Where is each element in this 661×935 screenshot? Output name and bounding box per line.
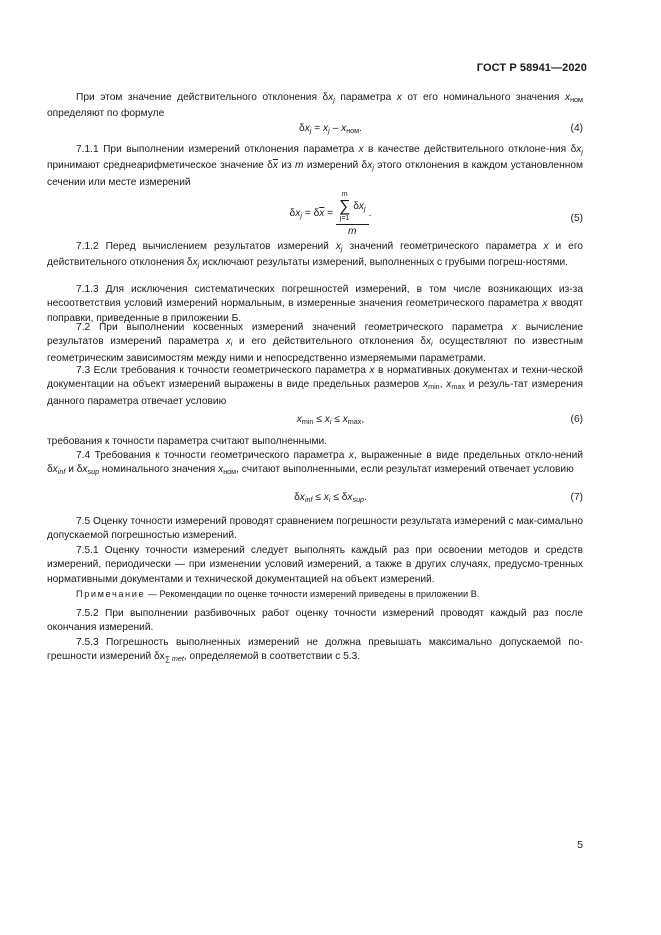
paragraph-7-5-1: 7.5.1 Оценку точности измерений следует выполнять каждый раз при освоении методов и средств измерений, периодически — при изменении условий измерений, а также в других случаях, предусмо-тренных нормативными документами и технической документацией на объект измерений. <box>47 545 583 585</box>
paragraph-7-3: 7.3 Если требования к точности геометрического параметра x в нормативных документах и техни-ческой документации на объект измерений выражены в виде предельных размеров $x_{min}$, $x_{max}$ и резуль-тат измерения данного параметра отвечает условию <box>47 365 584 407</box>
note-label: Примечание <box>76 589 146 599</box>
paragraph-7-1-2: 7.1.2 Перед вычислением результатов измерений $x_j$ значений геометрического параметра x и его действительного отклонения $\delta x_j$ исключают результаты измерений, выполненных с грубыми погреш-ностями. <box>47 241 583 270</box>
paragraph-7-5-3: 7.5.3 Погрешность выполненных измерений не должна превышать максимально допускаемой по-грешности измерений $\delta x_{\sum met}$, определяемой в соответствии с 5.3. <box>47 637 583 664</box>
paragraph-7-5-2: 7.5.2 При выполнении разбивочных работ оценку точности измерений проводят каждый раз после окончания измерений. <box>47 608 583 634</box>
document-header: ГОСТ Р 58941—2020 <box>476 62 587 74</box>
paragraph-7-2: 7.2 При выполнении косвенных измерений значений геометрического параметра x вычисление результатов измерений параметра $x_i$ и его действительного отклонения $\delta x_i$ осуществляют по известным геометрическим зависимостям между ними и непосредственно измеряемыми параметрами. <box>47 322 583 364</box>
paragraph-7-4: 7.4 Требования к точности геометрического параметра x, выраженные в виде предельных откло-нений $\delta x_{inf}$ и $\delta x_{sup}$ номинального значения $x_{ном}$, считают выполненными, если результат измерений отвечает условию <box>47 450 583 477</box>
formula-5-number: (5) <box>570 213 583 224</box>
formula-7-number: (7) <box>570 492 583 503</box>
formula-4-number: (4) <box>570 123 583 134</box>
paragraph-7-1-3: 7.1.3 Для исключения систематических погрешностей измерений, в том числе возникающих из-за несоответствия условий измерений нормальным, в измеренные значения геометрического параметра x вводят поправки, приведенные в приложении Б. <box>47 284 584 324</box>
paragraph-7-3-end: требования к точности параметра считают выполненными. <box>47 436 327 447</box>
paragraph-7-5: 7.5 Оценку точности измерений проводят сравнением погрешности результата измерений с мак-симально допускаемой погрешностью измерений. <box>47 516 583 542</box>
note: Примечание — Рекомендации по оценке точности измерений приведены в приложении В. <box>76 589 480 599</box>
formula-4: $\delta x_j = x_j - x_{ном}$. <box>299 123 362 135</box>
page-number: 5 <box>577 839 583 851</box>
formula-6-number: (6) <box>570 414 583 425</box>
paragraph-intro: При этом значение действительного отклонения $\delta x_j$ параметра x от его номинального значения $x_{ном}$ определяют по формуле <box>47 92 583 120</box>
paragraph-7-1-1: 7.1.1 При выполнении измерений отклонения параметра x в качестве действительного отклоне-ния $\delta x_j$ принимают среднеарифметическое значение $\delta\overline{x}$ из m измерений $\delta x_j$ этого отклонения в каждом установленном сечении или месте измерений <box>47 144 583 188</box>
formula-6: $x_{min} \le x_i \le x_{max}$, <box>296 414 365 426</box>
formula-7: $\delta x_{inf} \le x_i \le \delta x_{sup}$. <box>294 492 367 504</box>
formula-5: $\delta x_j = \delta\overline{x}$ = m ∑ j=1 $\delta x_j$ m . <box>289 191 372 237</box>
mean-fraction: m ∑ j=1 $\delta x_j$ m <box>336 190 369 237</box>
